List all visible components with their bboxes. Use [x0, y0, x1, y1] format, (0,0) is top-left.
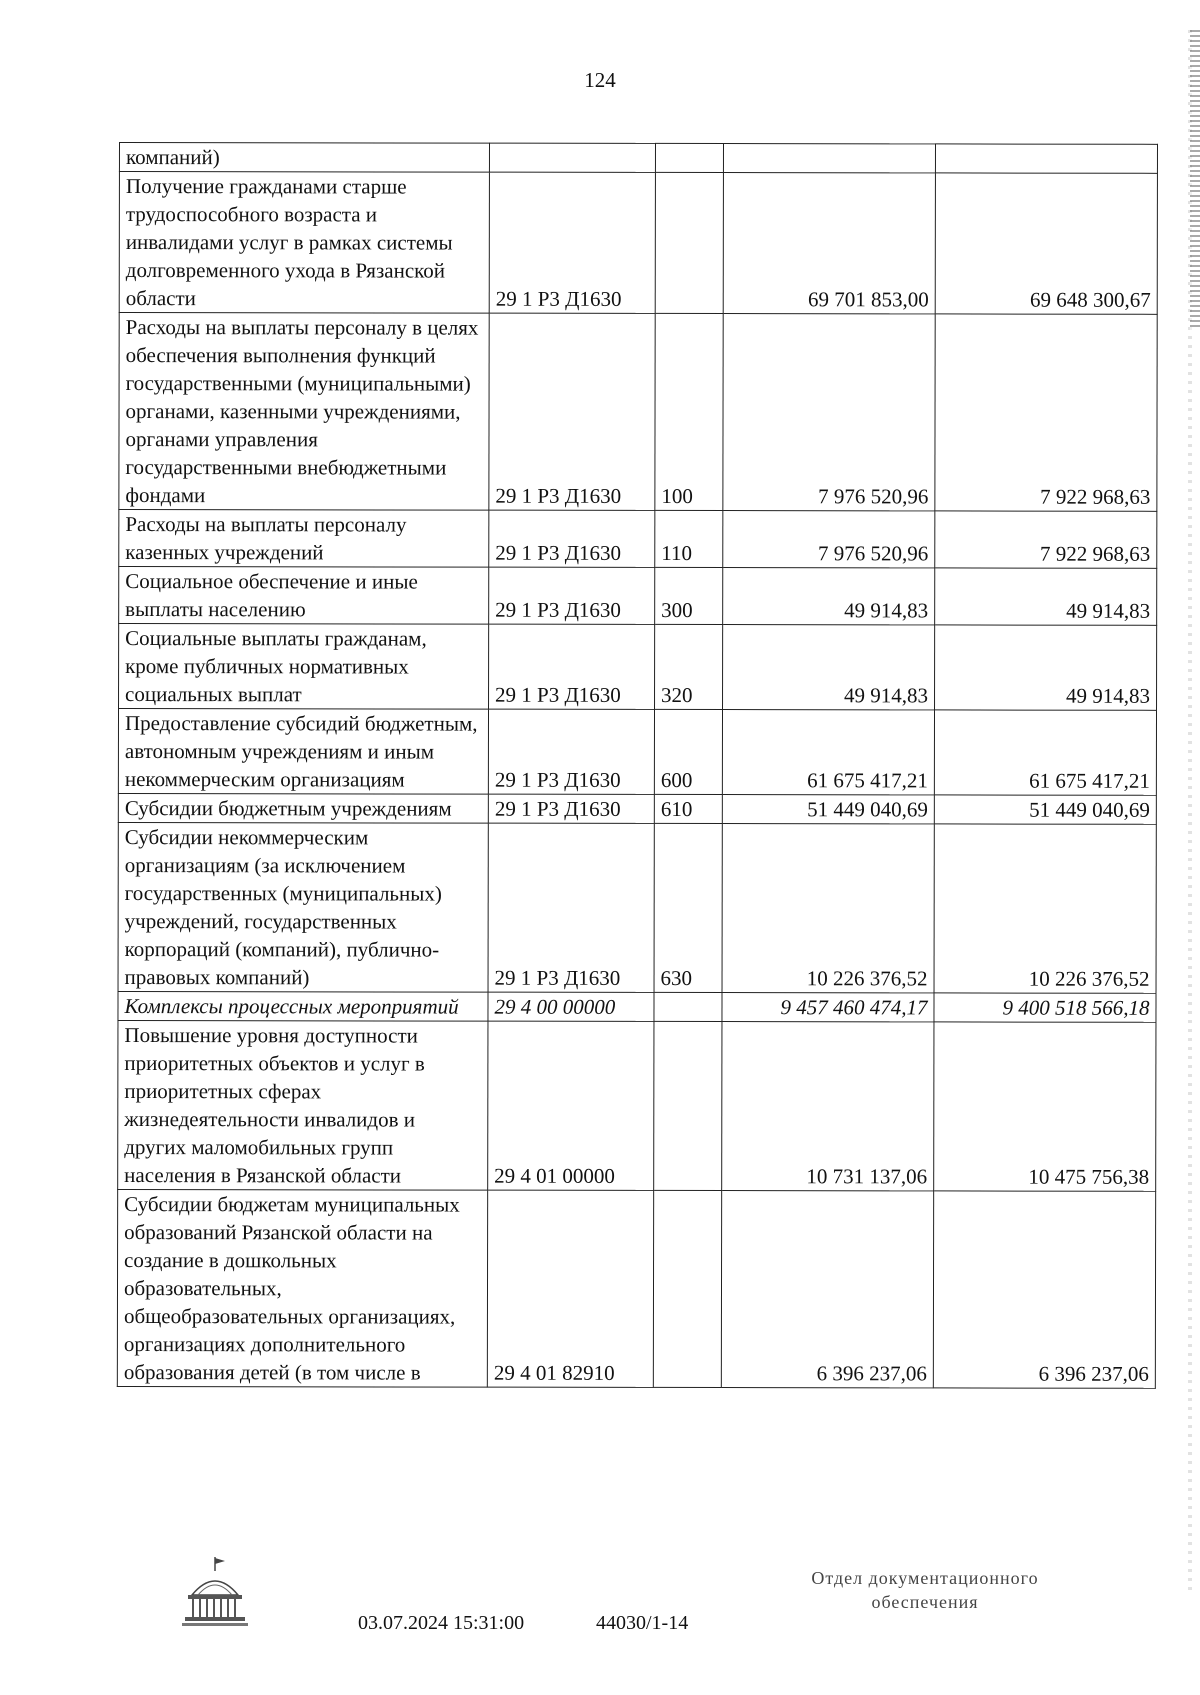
row-vr-cell: 110	[655, 510, 723, 567]
table-row	[119, 567, 1157, 626]
row-name-cell: Расходы на выплаты персоналу в целях обеспечения выполнения функций государственными (муниципальными) органами, казенными учреждениями, органами управления государственными внебюджетными фондами	[119, 313, 489, 511]
row-fact-amount-cell: 7 922 968,63	[935, 511, 1157, 568]
row-vr-cell: 630	[654, 823, 722, 992]
row-vr-cell: 320	[655, 624, 723, 709]
table-row	[118, 822, 1156, 993]
row-fact-amount-cell: 49 914,83	[935, 625, 1157, 710]
row-vr-cell	[654, 1021, 722, 1190]
row-plan-amount-cell: 49 914,83	[723, 568, 935, 625]
row-plan-amount-cell: 6 396 237,06	[721, 1191, 933, 1388]
row-name-cell: Повышение уровня доступности приоритетных объектов и услуг в приоритетных сферах жизнедеятельности инвалидов и других маломобильных групп населения в Рязанской области	[118, 1020, 488, 1190]
row-vr-cell	[655, 143, 723, 172]
row-plan-amount-cell: 10 226 376,52	[722, 824, 934, 993]
row-name-cell: Социальные выплаты гражданам, кроме публичных нормативных социальных выплат	[119, 624, 489, 710]
row-code-cell: 29 1 Р3 Д1630	[489, 624, 655, 709]
row-plan-amount-cell: 7 976 520,96	[723, 511, 935, 568]
row-name-cell: Субсидии некоммерческим организациям (за исключением государственных (муниципальных) учреждений, государственных корпораций (компаний), публично-правовых компаний)	[118, 822, 488, 992]
row-name-cell: Получение гражданами старше трудоспособного возраста и инвалидами услуг в рамках системы долговременного ухода в Рязанской области	[119, 172, 489, 314]
page-number: 124	[584, 68, 616, 92]
row-fact-amount-cell: 10 475 756,38	[934, 1022, 1156, 1191]
footer-department-line2: обеспечения	[871, 1592, 979, 1612]
row-vr-cell	[655, 172, 723, 313]
budget-table	[117, 142, 1158, 1389]
row-plan-amount-cell	[723, 144, 935, 173]
row-plan-amount-cell: 49 914,83	[723, 625, 935, 710]
row-fact-amount-cell: 69 648 300,67	[935, 173, 1157, 314]
row-name-cell: Субсидии бюджетным учреждениям	[118, 793, 488, 823]
row-vr-cell: 610	[654, 794, 722, 823]
row-plan-amount-cell: 9 457 460 474,17	[722, 993, 934, 1022]
row-name-cell: Социальное обеспечение и иные выплаты населению	[119, 567, 489, 625]
row-name-cell: Комплексы процессных мероприятий	[118, 991, 488, 1021]
row-vr-cell	[654, 992, 722, 1021]
row-vr-cell: 600	[654, 709, 722, 794]
table-row	[119, 510, 1157, 569]
row-plan-amount-cell: 7 976 520,96	[723, 314, 935, 511]
row-code-cell: 29 1 Р3 Д1630	[489, 313, 655, 510]
row-fact-amount-cell: 49 914,83	[935, 568, 1157, 625]
row-plan-amount-cell: 69 701 853,00	[723, 173, 935, 314]
table-row	[118, 793, 1156, 824]
table-row	[119, 143, 1157, 174]
row-fact-amount-cell: 6 396 237,06	[933, 1191, 1155, 1388]
row-code-cell: 29 1 Р3 Д1630	[488, 709, 654, 794]
row-code-cell: 29 1 Р3 Д1630	[489, 172, 655, 313]
footer-reg-number: 44030/1-14	[596, 1612, 689, 1634]
row-plan-amount-cell: 61 675 417,21	[722, 710, 934, 795]
table-row	[119, 172, 1157, 315]
footer-department-line1: Отдел документационного	[811, 1568, 1039, 1588]
row-plan-amount-cell: 10 731 137,06	[722, 1022, 934, 1191]
row-fact-amount-cell	[935, 144, 1157, 173]
row-fact-amount-cell: 61 675 417,21	[934, 710, 1156, 795]
row-code-cell: 29 1 Р3 Д1630	[489, 510, 655, 567]
footer-department-stamp	[760, 1566, 1090, 1614]
table-row	[119, 313, 1157, 512]
row-fact-amount-cell: 7 922 968,63	[935, 314, 1157, 511]
row-name-cell: Предоставление субсидий бюджетным, автономным учреждениям и иным некоммерческим организациям	[118, 709, 488, 795]
row-fact-amount-cell: 9 400 518 566,18	[934, 993, 1156, 1022]
row-vr-cell	[653, 1190, 721, 1387]
row-plan-amount-cell: 51 449 040,69	[722, 795, 934, 824]
row-code-cell: 29 1 Р3 Д1630	[488, 794, 654, 823]
table-row	[118, 709, 1156, 796]
row-fact-amount-cell: 51 449 040,69	[934, 795, 1156, 824]
row-name-cell: Субсидии бюджетам муниципальных образований Рязанской области на создание в дошкольных образовательных, общеобразовательных организациях, организациях дополнительного образования детей (в том числе в	[117, 1189, 487, 1387]
row-name-cell: Расходы на выплаты персоналу казенных учреждений	[119, 510, 489, 568]
row-name-cell: компаний)	[119, 143, 489, 173]
row-vr-cell: 100	[655, 313, 723, 510]
row-fact-amount-cell: 10 226 376,52	[934, 824, 1156, 993]
row-code-cell: 29 4 01 82910	[487, 1190, 653, 1387]
budget-table-body	[117, 143, 1157, 1389]
row-vr-cell: 300	[655, 567, 723, 624]
row-code-cell	[489, 143, 655, 172]
table-row	[117, 1189, 1155, 1388]
table-row	[118, 991, 1156, 1022]
row-code-cell: 29 1 Р3 Д1630	[489, 567, 655, 624]
row-code-cell: 29 4 01 00000	[488, 1021, 654, 1190]
table-row	[119, 624, 1157, 711]
row-code-cell: 29 4 00 00000	[488, 992, 654, 1021]
footer-date: 03.07.2024 15:31:00	[358, 1612, 525, 1634]
duma-emblem-icon	[180, 1555, 250, 1635]
table-row	[118, 1020, 1156, 1191]
row-code-cell: 29 1 Р3 Д1630	[488, 823, 654, 992]
